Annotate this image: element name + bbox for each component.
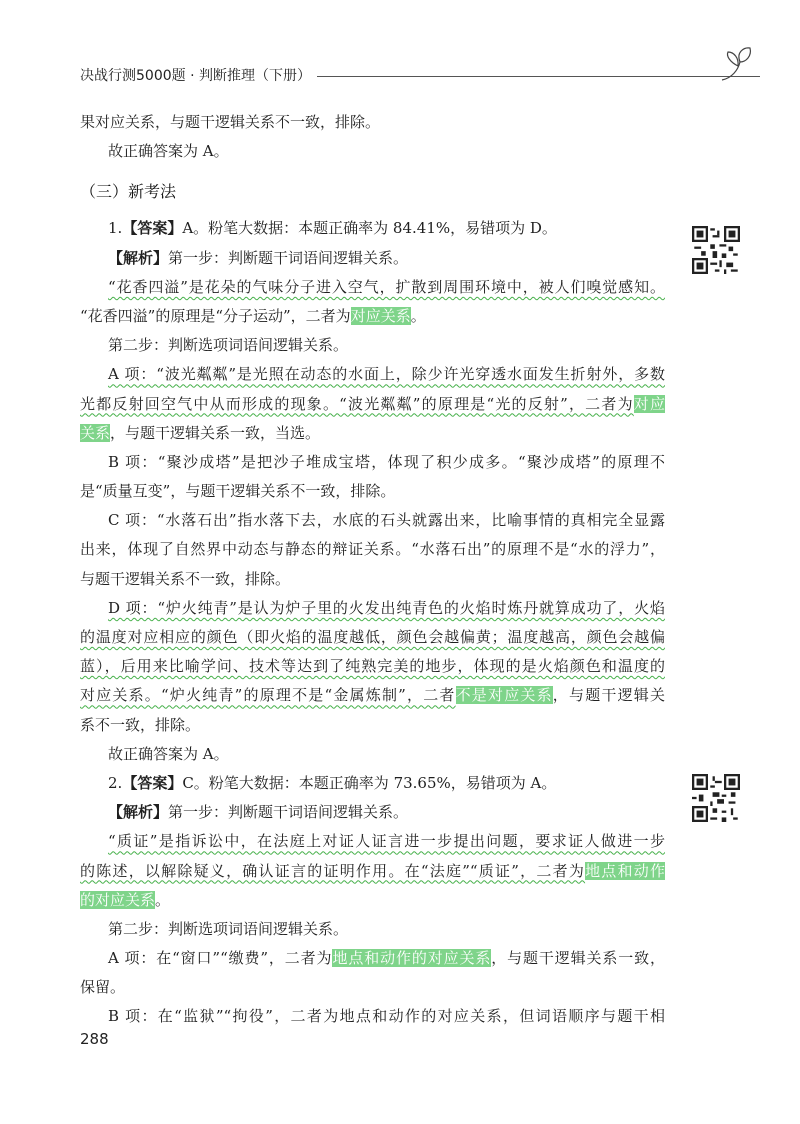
text-line: 保留。 (80, 978, 126, 997)
answer-text: A。粉笔大数据：本题正确率为 84.41%，易错项为 D。 (182, 219, 557, 238)
text-line: 第二步：判断选项词语间逻辑关系。 (108, 336, 349, 355)
highlighted-text: 对应 (633, 394, 665, 413)
analysis-line (80, 798, 665, 827)
text-line: 系不一致，排除。 (80, 715, 201, 734)
sprout-leaf-icon (718, 44, 758, 84)
underlined-text: “质证”是指诉讼中，在法庭上对证人证言进一步提出问题，要求证人做进一步 (108, 832, 665, 851)
text-line: 果对应关系，与题干逻辑关系不一致，排除。 (80, 113, 381, 131)
text-line (80, 857, 665, 886)
text-span: ，与题干逻辑关系一致，当选。 (110, 423, 321, 442)
answer-label: 【答案】 (122, 219, 183, 238)
text-span: A 项：在“窗口”“缴费”，二者为 (108, 949, 333, 968)
text-span: “花香四溢”的原理是“分子运动”，二者为 (80, 306, 351, 325)
text-span: 。 (155, 890, 171, 909)
underlined-text: D 项：“炉火纯青”是认为炉子里的火发出纯青色的火焰时炼丹就算成功了，火焰 (108, 598, 665, 617)
text-line: 故正确答案为 A。 (108, 744, 229, 763)
underlined-text: 光都反射回空气中从而形成的现象。“波光粼粼”的原理是“光的反射”，二者为 (80, 394, 634, 413)
underlined-text: “花香四溢”是花朵的气味分子进入空气，扩散到周围环境中，被人们嗅觉感知。 (108, 277, 665, 296)
running-header (80, 64, 760, 86)
answer-line (80, 214, 665, 243)
underlined-text: 的温度对应相应的颜色（即火焰的温度越低，颜色会越偏黄；温度越高，颜色会越偏 (80, 628, 665, 646)
text-line: B 项：在“监狱”“拘役”，二者为地点和动作的对应关系，但词语顺序与题干相 (108, 1007, 665, 1026)
analysis-label: 【解析】 (108, 803, 169, 822)
question-number: 1. (108, 219, 123, 238)
text-span: 。 (410, 306, 426, 325)
highlighted-text: 地点和动作 (585, 861, 665, 880)
text-line: 出来，体现了自然界中动态与静态的辩证关系。“水落石出”的原理不是“水的浮力”， (80, 540, 665, 559)
text-line (80, 390, 665, 419)
page-body (80, 108, 665, 1032)
analysis-text: 第一步：判断题干词语间逻辑关系。 (168, 248, 409, 267)
text-line: B 项：“聚沙成塔”是把沙子堆成宝塔，体现了积少成多。“聚沙成塔”的原理不 (108, 452, 665, 471)
text-span: ，与题干逻辑关 (552, 686, 665, 705)
text-line (80, 623, 665, 652)
underlined-text: 的陈述，以解除疑义，确认证言的证明作用。在“法庭”“质证”，二者为 (80, 861, 586, 880)
answer-line (80, 769, 665, 798)
qr-code-icon[interactable] (692, 774, 740, 822)
text-line: 故正确答案为 A。 (108, 142, 229, 161)
highlighted-text: 地点和动作的对应关系 (332, 949, 492, 968)
answer-text: C。粉笔大数据：本题正确率为 73.65%，易错项为 A。 (182, 773, 557, 792)
header-rule (317, 76, 760, 77)
underlined-text: 对应关系。“炉火纯青”的原理不是“金属炼制”，二者 (80, 686, 456, 705)
text-line (80, 302, 665, 331)
analysis-label: 【解析】 (108, 248, 169, 267)
text-line (80, 827, 665, 856)
text-line: 第二步：判断选项词语间逻辑关系。 (108, 919, 349, 938)
text-line (80, 273, 665, 302)
text-line (80, 886, 665, 915)
text-line (80, 419, 665, 448)
qr-code-icon[interactable] (692, 226, 740, 274)
question-number: 2. (108, 773, 123, 792)
highlighted-text: 对应关系 (350, 306, 411, 325)
answer-label: 【答案】 (122, 773, 183, 792)
highlighted-text: 关系 (80, 423, 111, 442)
text-line (80, 681, 665, 710)
text-line (80, 944, 665, 973)
text-line (80, 360, 665, 389)
highlighted-text: 的对应关系 (80, 890, 156, 909)
section-heading: （三）新考法 (80, 182, 177, 202)
analysis-text: 第一步：判断题干词语间逻辑关系。 (168, 803, 409, 822)
page-number: 288 (80, 1030, 109, 1048)
text-line: 与题干逻辑关系不一致，排除。 (80, 569, 291, 588)
text-line: 是“质量互变”，与题干逻辑关系不一致，排除。 (80, 482, 396, 501)
text-span: ，与题干逻辑关系一致， (491, 949, 665, 968)
underlined-text: A 项：“波光粼粼”是光照在动态的水面上，除少许光穿透水面发生折射外，多数 (108, 365, 665, 384)
highlighted-text: 不是对应关系 (455, 686, 553, 705)
text-line (80, 652, 665, 681)
text-line: C 项：“水落石出”指水落下去，水底的石头就露出来，比喻事情的真相完全显露 (108, 511, 665, 530)
underlined-text: 蓝），后用来比喻学问、技术等达到了纯熟完美的地步，体现的是火焰颜色和温度的 (80, 657, 665, 676)
analysis-line (80, 244, 665, 273)
text-line (80, 594, 665, 623)
book-title: 决战行测5000题 · 判断推理（下册） (80, 68, 311, 84)
